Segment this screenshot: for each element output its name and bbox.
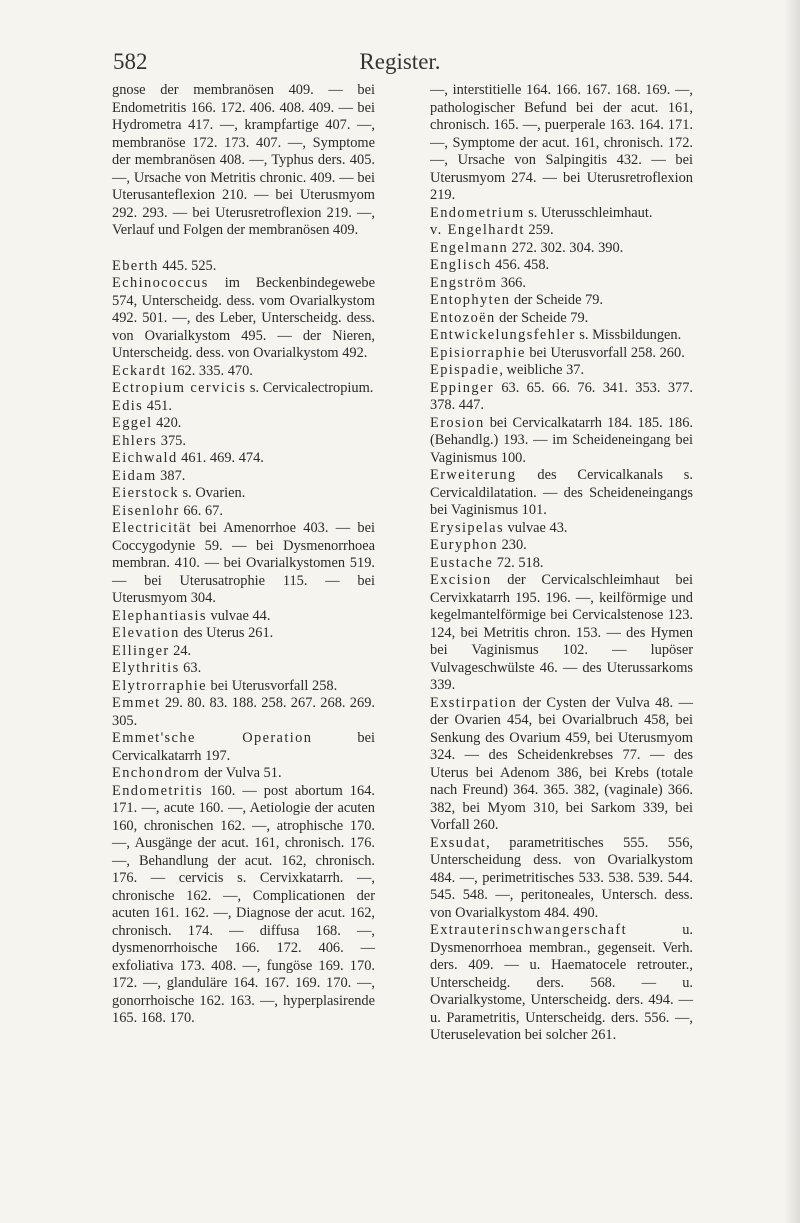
index-entry (112, 433, 375, 451)
index-references: der Scheide 79. (510, 292, 604, 308)
index-references: 387. (156, 467, 186, 484)
index-term: Endometrium (430, 204, 525, 221)
index-references: 24. (169, 642, 192, 659)
index-term: Erweiterung (430, 467, 517, 483)
index-references: 72. 518. (493, 554, 544, 571)
index-column-right (430, 82, 693, 1045)
index-term: Eichwald (112, 450, 178, 466)
index-entry (430, 695, 693, 835)
index-entry (430, 205, 693, 223)
index-entry (112, 468, 375, 486)
index-references: u. Dysmenorrhoea membran., gegenseit. Verh. ders. 409. — u. Haematocele retrouter., Unterscheidg. ders. 568. — u. Ovarialkystome, Unterscheidg. ders. 494. — u. Parametritis, Unterscheidg. ders. 556. —, Uteruselevation bei solcher 261. (430, 922, 693, 1043)
index-references: 272. 302. 304. 390. (508, 239, 624, 256)
index-term: Entozoën (430, 309, 496, 326)
index-term: Enchondrom (112, 765, 201, 781)
index-term: Elythritis (112, 660, 180, 676)
index-term: Echinococcus (112, 275, 209, 291)
index-references: gnose der membranösen 409. — bei Endometritis 166. 172. 406. 408. 409. — bei Hydrometra 417. —, krampfartige 407. —, membranöse 172. 173. 407. —, Symptome der membranösen 408. —, Typhus ders. 405. —, Ursache von Metritis chronic. 409. — bei Uterusanteflexion 210. — bei Uterusmyom 292. 293. — bei Uterusretroflexion 219. —, Verlauf und Folgen der membranösen 409. (112, 82, 375, 238)
index-term: Elytrorraphie (112, 677, 207, 694)
index-term: Engström (430, 274, 498, 291)
index-references: der Cervicalschleimhaut bei Cervixkatarrh 195. 196. —, keilförmige und kegelmantelförmige bei Cervicalstenose 123. 124, bei Metritis chron. 153. — des Hymen bei Vaginismus 102. — lupöser Vulvageschwülste 46. — des Uterussarkoms 339. (430, 572, 693, 693)
index-entry (430, 310, 693, 328)
index-references: s. Missbildungen. (575, 327, 682, 343)
index-term: Englisch (430, 257, 492, 273)
page-edge-shadow (784, 0, 800, 1223)
index-references: —, interstitielle 164. 166. 167. 168. 169. —, pathologischer Befund bei der acut. 161, chronisch. 165. —, puerperale 163. 164. 171. —, Symptome der acut. 161, chronisch. 172. —, Ursache von Salpingitis 432. — bei Uterusmyom 274. — bei Uterusretroflexion 219. (430, 82, 693, 203)
index-entry (430, 922, 693, 1045)
index-references: der Scheide 79. (495, 309, 589, 326)
index-references: 29. 80. 83. 188. 258. 267. 268. 269. 305. (112, 695, 375, 729)
index-term: Emmet (112, 695, 161, 711)
index-term: Eggel (112, 415, 153, 431)
index-references: bei Cervicalkatarrh 197. (112, 730, 375, 764)
index-references: s. Uterusschleimhaut. (524, 204, 653, 221)
index-references: , weibliche 37. (499, 362, 585, 378)
index-entry (430, 222, 693, 240)
index-entry (112, 503, 375, 521)
index-entry (430, 362, 693, 380)
index-references: 63. 65. 66. 76. 341. 353. 377. 378. 447. (430, 379, 693, 413)
index-entry (430, 555, 693, 573)
index-entry (112, 82, 375, 240)
index-references: 366. (497, 274, 526, 291)
index-references: vulvae 43. (503, 519, 568, 536)
index-term: Edis (112, 397, 144, 414)
index-term: Emmet'sche Operation (112, 730, 313, 746)
index-entry (112, 363, 375, 381)
index-term: Erysipelas (430, 519, 504, 536)
index-entry (112, 730, 375, 765)
index-entry (430, 520, 693, 538)
index-entry (112, 783, 375, 1028)
index-entry (430, 467, 693, 520)
index-entry (112, 625, 375, 643)
index-entry (430, 327, 693, 345)
index-references: 420. (152, 415, 182, 431)
index-references: , parametritisches 555. 556, Unterscheidung dess. von Ovarialkystom 484. —, perimetritisches 533. 538. 539. 544. 545. 548. —, peritoneales, Untersch. dess. von Ovarialkystom 484. 490. (430, 834, 693, 921)
index-term: Elevation (112, 625, 180, 641)
index-references: des Uterus 261. (179, 625, 274, 641)
index-term: Eckardt (112, 362, 167, 379)
index-term: Exsudat (430, 834, 487, 851)
index-references: der Cysten der Vulva 48. — der Ovarien 454, bei Ovarialbruch 458, bei Senkung des Ovarium 459, bei Uterusmyom 324. — des Scheidenkrebses 77. — des Uterus bei Adenom 386, bei Krebs (totale nach Freund) 364. 365. 382, (vaginale) 366. 382, bei Myom 310, bei Sarkom 339, bei Vorfall 260. (430, 694, 693, 833)
index-entry (112, 520, 375, 608)
index-entry (112, 678, 375, 696)
index-references: s. Cervicalectropium. (246, 380, 374, 396)
index-entry (430, 292, 693, 310)
index-entry (112, 643, 375, 661)
index-entry (112, 380, 375, 398)
index-entry (112, 608, 375, 626)
index-references: bei Uterusvorfall 258. 260. (525, 344, 685, 361)
index-entry (430, 240, 693, 258)
index-term: Elephantiasis (112, 607, 207, 624)
page-number: 582 (113, 49, 148, 74)
index-entry (430, 380, 693, 415)
index-references: 461. 469. 474. (177, 450, 264, 466)
index-entry (430, 537, 693, 555)
index-references: 162. 335. 470. (166, 362, 253, 379)
index-entry (430, 415, 693, 468)
index-column-left (112, 82, 375, 1028)
index-term: Ellinger (112, 642, 170, 659)
index-term: Epispadie (430, 362, 500, 378)
index-references: 375. (157, 432, 186, 449)
index-term: Eierstock (112, 485, 179, 501)
index-entry (430, 82, 693, 205)
index-references: des Cervicalkanals s. Cervicaldilatation. — des Scheideneingangs bei Vaginismus 101. (430, 467, 693, 518)
index-references: 230. (497, 537, 527, 553)
index-term: Ehlers (112, 432, 158, 449)
page-header (0, 18, 800, 74)
index-term: Erosion (430, 414, 485, 431)
index-term: v. Engelhardt (430, 222, 525, 238)
index-references: bei Cervicalkatarrh 184. 185. 186. (Behandlg.) 193. — im Scheideneingang bei Vaginismus 100. (430, 414, 693, 466)
index-references: 456. 458. (491, 257, 550, 273)
index-term: Eberth (112, 257, 159, 274)
index-term: Entophyten (430, 292, 511, 308)
index-references: 259. (524, 222, 554, 238)
index-references: vulvae 44. (206, 607, 271, 624)
index-entry (430, 345, 693, 363)
page-title: Register. (359, 49, 441, 74)
index-references: s. Ovarien. (178, 485, 246, 501)
index-entry (430, 572, 693, 695)
index-term: Eustache (430, 554, 494, 571)
index-term: Eppinger (430, 379, 494, 396)
index-entry (112, 258, 375, 276)
index-references: 160. — post abortum 164. 171. —, acute 160. —, Aetiologie der acuten 160, chronischen 162. —, atrophische 170. —, Ausgänge der acut. 161, chronisch. 176. —, Behandlung der acut. 162, chronisch. 176. — cervicis s. Cervixkatarrh. —, chronische 162. —, Complicationen der acuten 161. 162. —, Diagnose der acut. 162, chronisch. 174. — diffusa 168. —, dysmenorrhoische 166. 172. 406. — exfoliativa 173. 408. —, fungöse 169. 170. 172. —, glanduläre 164. 167. 169. 170. —, gonorrhoische 162. 163. —, hyperplasirende 165. 168. 170. (112, 782, 375, 1026)
index-references: 445. 525. (158, 257, 217, 274)
index-term: Eisenlohr (112, 502, 180, 519)
index-references: im Beckenbindegewebe 574, Unterscheidg. dess. vom Ovarialkystom 492. 501. —, des Leber, Unterscheidg. dess. von Ovarialkystom 495. — der Nieren, Unterscheidg. dess. von Ovarialkystom 492. (112, 275, 375, 361)
index-entry (112, 398, 375, 416)
index-term: Endometritis (112, 782, 204, 799)
index-references: bei Amenorrhoe 403. — bei Coccygodynie 59. — bei Dysmenorrhoea membran. 410. — bei Ovarialkystomen 519. — bei Uterusatrophie 115. — bei Uterusmyom 304. (112, 520, 375, 606)
index-entry (430, 835, 693, 923)
index-term: Euryphon (430, 537, 498, 553)
index-term: Ectropium cervicis (112, 380, 247, 396)
index-references: der Vulva 51. (200, 765, 282, 781)
index-term: Extrauterinschwangerschaft (430, 922, 628, 938)
index-entry (112, 275, 375, 363)
index-entry (112, 485, 375, 503)
index-entry (112, 765, 375, 783)
index-entry (112, 415, 375, 433)
index-references: 451. (143, 397, 172, 414)
index-term: Electricität (112, 520, 192, 536)
index-entry (112, 660, 375, 678)
index-term: Eidam (112, 467, 157, 484)
index-references: bei Uterusvorfall 258. (206, 677, 338, 694)
index-entry (112, 450, 375, 468)
index-entry (112, 695, 375, 730)
index-term: Entwickelungsfehler (430, 327, 576, 343)
index-references: 66. 67. (179, 502, 223, 519)
index-entry (430, 275, 693, 293)
index-term: Exstirpation (430, 694, 518, 711)
index-term: Engelmann (430, 239, 509, 256)
index-term: Excision (430, 572, 492, 588)
index-references: 63. (179, 660, 202, 676)
index-term: Episiorraphie (430, 344, 526, 361)
index-entry (430, 257, 693, 275)
